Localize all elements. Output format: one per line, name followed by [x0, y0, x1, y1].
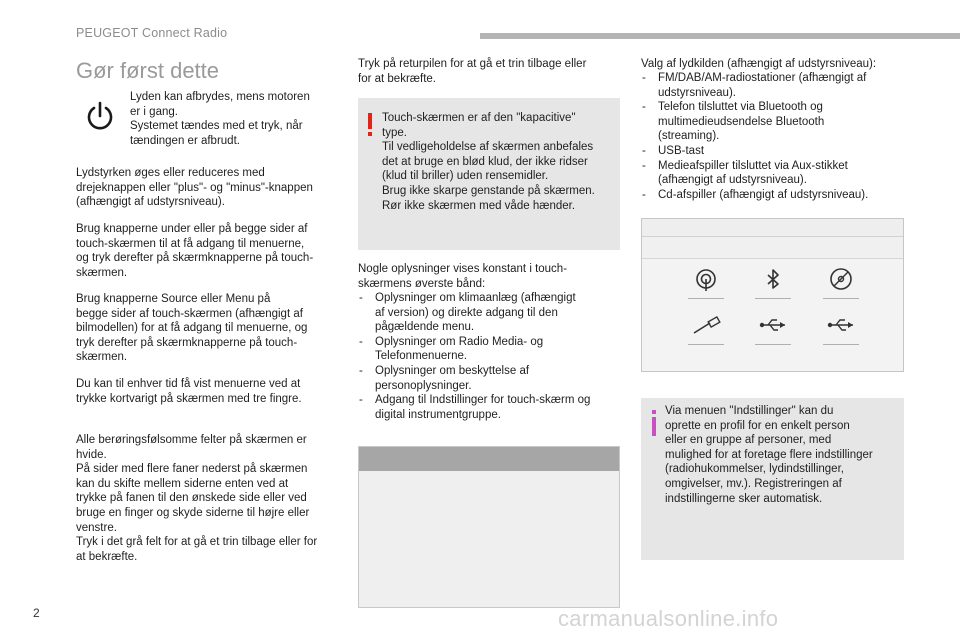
col1-p3: Brug knapperne Source eller Menu på begge sider af touch-skærmen (afhængigt af bilmodellen) for at få adgang til menuerne, og tryk derefter på skærmknapperne på touch- skærmen.: [76, 293, 308, 364]
bluetooth-icon: [755, 267, 791, 297]
list-item: - Cd-afspiller (afhængigt af udstyrsniveau).: [641, 188, 903, 203]
usb-icon: [755, 313, 791, 343]
touchscreen-illustration: [358, 446, 620, 608]
running-header: PEUGEOT Connect Radio: [76, 26, 228, 40]
info-text: Via menuen "Indstillinger" kan du oprette en profil for en enkelt person eller en gruppe af personer, med mulighed for at foretage flere indstillinger (radiohukommelser, lydindstillinger, omgivelser, mv.). Registreringen af indstillingerne sker automatisk.: [665, 405, 873, 505]
col3-p1: Valg af lydkilden (afhængigt af udstyrsniveau):: [641, 58, 877, 70]
radio-icon: [688, 267, 724, 297]
touchscreen-top-band: [359, 447, 619, 471]
col2-p2: Nogle oplysninger vises konstant i touch- skærmens øverste bånd:: [358, 263, 568, 290]
warning-box: [358, 98, 620, 250]
source-selection-illustration: [641, 218, 904, 372]
list-item: - Adgang til Indstillinger for touch-skærm og digital instrumentgruppe.: [358, 393, 620, 422]
usb-icon: [823, 313, 859, 343]
col1-p4: Du kan til enhver tid få vist menuerne ved at trykke kortvarigt på skærmen med tre fingre.: [76, 378, 302, 405]
list-item: - USB-tast: [641, 144, 903, 159]
list-item: - FM/DAB/AM-radiostationer (afhængigt af udstyrsniveau).: [641, 71, 903, 100]
list-item: - Telefon tilsluttet via Bluetooth og multimedieudsendelse Bluetooth (streaming).: [641, 100, 903, 144]
watermark: carmanualsonline.info: [558, 606, 779, 631]
aux-jack-icon: [688, 313, 724, 343]
page-title: Gør først dette: [76, 58, 220, 83]
list-item: - Oplysninger om Radio Media- og Telefonmenuerne.: [358, 335, 620, 364]
warning-text: Touch-skærmen er af den "kapacitive" type. Til vedligeholdelse af skærmen anbefales det at bruge en blød klud, der ikke ridser (klud til briller) uden rensemidler. Brug ikke skarpe genstande på skærmen. Rør ikke skærmen med våde hænder.: [382, 112, 595, 212]
col1-p2: Brug knapperne under eller på begge sider af touch-skærmen til at få adgang til menuerne, og tryk derefter på skærmknapperne på touch- skærmen.: [76, 223, 314, 279]
col1-p1: Lydstyrken øges eller reduceres med drejeknappen eller "plus"- og "minus"-knappen (afhængigt af udstyrsniveau).: [76, 167, 313, 209]
page-number: 2: [33, 606, 40, 620]
top-band-list: [358, 291, 620, 422]
col1-p5: Alle berøringsfølsomme felter på skærmen er hvide. På sider med flere faner nederst på skærmen kan du skifte mellem siderne enten ved at trykke på fanen til den ønskede side eller ved bruge en finger og skyde siderne til højre eller venstre. Tryk i det grå felt for at gå et trin tilbage eller for at bekræfte.: [76, 434, 318, 563]
col2-p1: Tryk på returpilen for at gå et trin tilbage eller for at bekræfte.: [358, 58, 587, 85]
cd-icon: [823, 267, 859, 297]
power-note: Lyden kan afbrydes, mens motoren er i gang. Systemet tændes med et tryk, når tændingen er afbrudt.: [130, 91, 310, 147]
list-item: - Medieafspiller tilsluttet via Aux-stikket (afhængigt af udstyrsniveau).: [641, 159, 903, 188]
info-icon: [651, 410, 657, 436]
warning-icon: [367, 113, 373, 137]
source-list: [641, 71, 903, 202]
list-item: - Oplysninger om beskyttelse af personoplysninger.: [358, 364, 620, 393]
header-bar: [480, 33, 960, 39]
info-box: [641, 398, 904, 560]
list-item: - Oplysninger om klimaanlæg (afhængigt af version) og direkte adgang til den pågældende menu.: [358, 291, 620, 335]
power-icon: [84, 100, 116, 132]
